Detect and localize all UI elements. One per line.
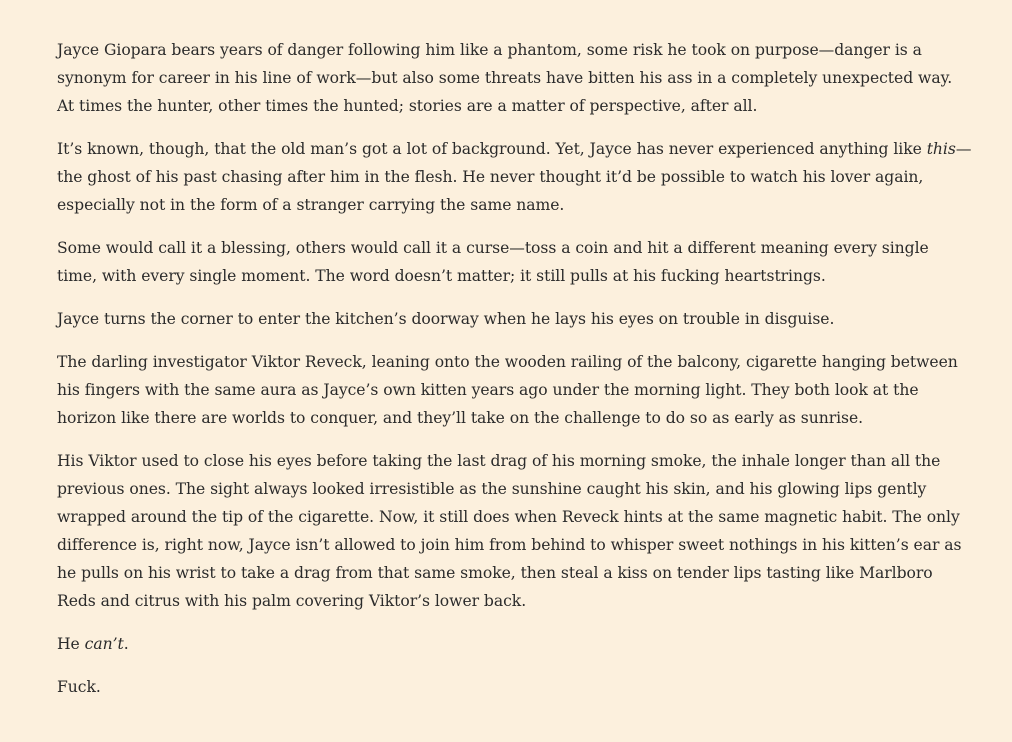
paragraph-4: Jayce turns the corner to enter the kitchen’s doorway when he lays his eyes on trouble in disguise.	[57, 310, 835, 328]
paragraph-6: His Viktor used to close his eyes before taking the last drag of his morning smoke, the inhale longer than all the previous ones. The sight always looked irresistible as the sunshine caught his skin, and his glowing lips gently wrapped around the tip of the cigarette. Now, it still does when Reveck hints at the same magnetic habit. The only difference is, right now, Jayce isn’t allowed to join him from behind to whisper sweet nothings in his kitten’s ear as he pulls on his wrist to take a drag from that same smoke, then steal a kiss on tender lips tasting like Marlboro Reds and citrus with his palm covering Viktor’s lower back.	[57, 452, 962, 610]
paragraph-7-text-start: He	[57, 635, 85, 653]
paragraph-2-text-start: It’s known, though, that the old man’s got a lot of background. Yet, Jayce has never experienced anything like	[57, 140, 927, 158]
paragraph-8: Fuck.	[57, 678, 101, 696]
paragraph-1: Jayce Giopara bears years of danger following him like a phantom, some risk he took on purpose—danger is a synonym for career in his line of work—but also some threats have bitten his ass in a completely unexpected way. At times the hunter, other times the hunted; stories are a matter of perspective, after all.	[57, 41, 953, 115]
paragraph-3: Some would call it a blessing, others would call it a curse—toss a coin and hit a different meaning every single time, with every single moment. The word doesn’t matter; it still pulls at his fucking heartstrings.	[57, 239, 929, 285]
paragraph-7-emphasis: can’t	[84, 635, 124, 653]
paragraph-5: The darling investigator Viktor Reveck, leaning onto the wooden railing of the balcony, cigarette hanging between his fingers with the same aura as Jayce’s own kitten years ago under the morning light. They both look at the horizon like there are worlds to conquer, and they’ll take on the challenge to do so as early as sunrise.	[57, 353, 958, 427]
paragraph-2	[57, 135, 972, 219]
paragraph-2-emphasis: this	[926, 140, 956, 158]
paragraph-7	[57, 630, 972, 658]
paragraph-2-text-end: —the ghost of his past chasing after him in the flesh. He never thought it’d be possible to watch his lover again, especially not in the form of a stranger carrying the same name.	[57, 140, 972, 214]
paragraph-7-text-end: .	[123, 635, 129, 653]
